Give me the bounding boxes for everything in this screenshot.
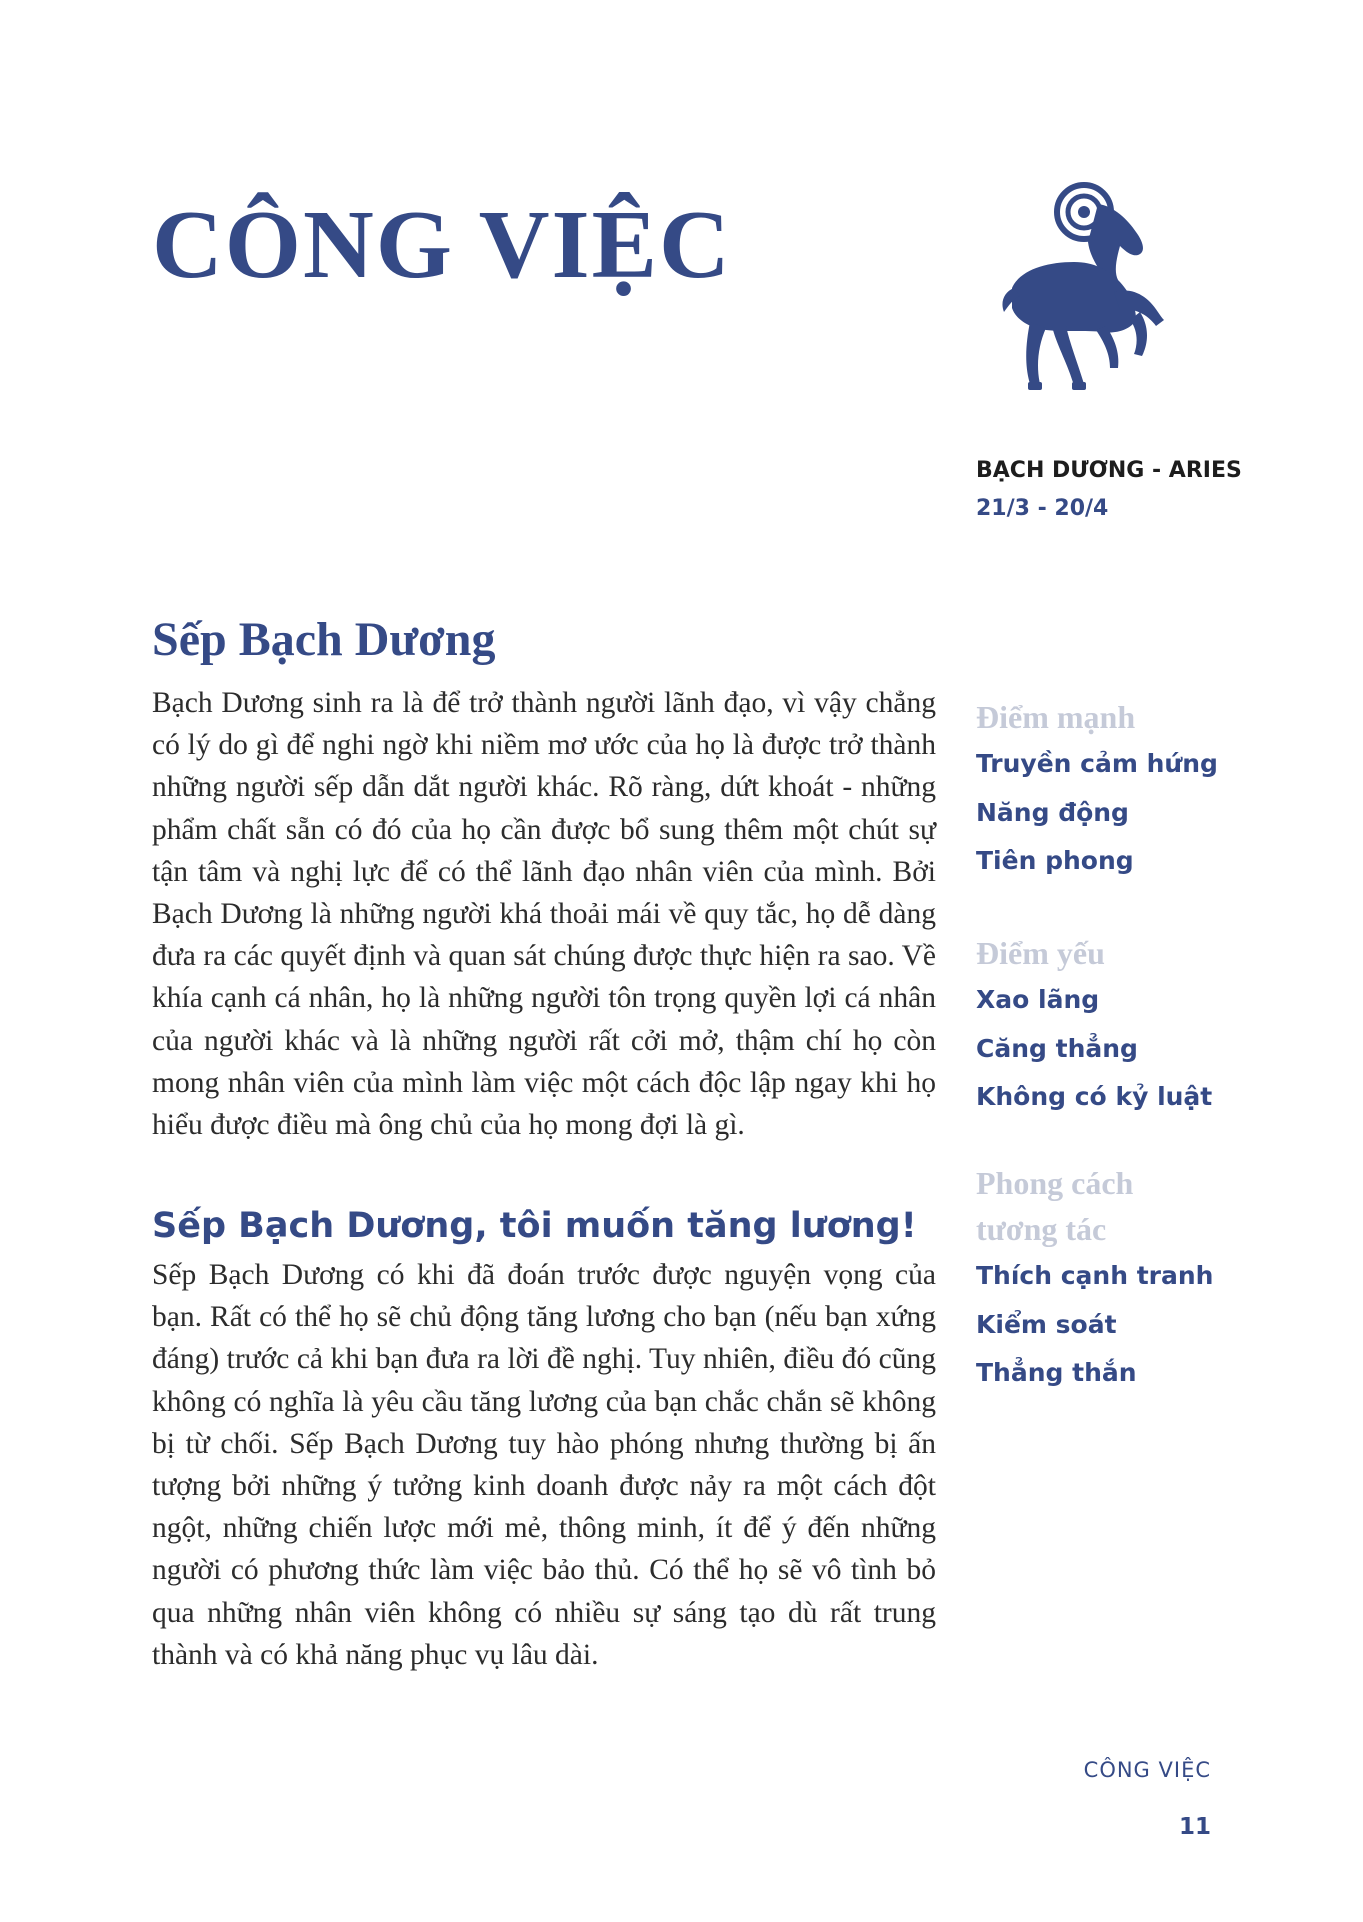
strength-item: Tiên phong xyxy=(976,846,1134,875)
zodiac-sign-dates: 21/3 - 20/4 xyxy=(976,496,1109,521)
weakness-item: Căng thẳng xyxy=(976,1033,1138,1063)
zodiac-sign-name: BẠCH DƯƠNG - ARIES xyxy=(976,458,1242,483)
interaction-style-item: Kiểm soát xyxy=(976,1309,1117,1339)
interaction-style-item: Thích cạnh tranh xyxy=(976,1261,1214,1290)
weaknesses-heading: Điểm yếu xyxy=(976,935,1105,971)
weakness-item: Xao lãng xyxy=(976,985,1100,1014)
footer-section-label: CÔNG VIỆC xyxy=(1083,1758,1211,1782)
ram-icon xyxy=(990,180,1190,400)
page-number: 11 xyxy=(1178,1814,1211,1840)
interaction-style-item: Thẳng thắn xyxy=(976,1358,1137,1387)
weakness-item: Không có kỷ luật xyxy=(976,1082,1213,1111)
weaknesses-block xyxy=(976,930,1236,1122)
body-paragraph-1: Bạch Dương sinh ra là để trở thành người lãnh đạo, vì vậy chẳng có lý do gì để nghi ngờ khi niềm mơ ước của họ là được trở thành những người sếp dẫn dắt người khác. Rõ ràng, dứt khoát - những phẩm chất sẵn có đó của họ cần được bổ sung thêm một chút sự tận tâm và nghị lực để có thể lãnh đạo nhân viên của mình. Bởi Bạch Dương là những người khá thoải mái về quy tắc, họ dễ dàng đưa ra các quyết định và quan sát chúng được thực hiện ra sao. Về khía cạnh cá nhân, họ là những người tôn trọng quyền lợi cá nhân của người khác và là những người rất cởi mở, thậm chí họ còn mong nhân viên của mình làm việc một cách độc lập ngay khi họ hiểu được điều mà ông chủ của họ mong đợi là gì. xyxy=(152,687,936,1142)
interaction-style-block xyxy=(976,1160,1236,1398)
strength-item: Năng động xyxy=(976,797,1129,827)
interaction-style-heading: Phong cách xyxy=(976,1165,1134,1201)
strengths-heading: Điểm mạnh xyxy=(976,699,1136,735)
strength-item: Truyền cảm hứng xyxy=(976,749,1218,778)
body-paragraph-2: Sếp Bạch Dương có khi đã đoán trước được nguyện vọng của bạn. Rất có thể họ sẽ chủ động tăng lương cho bạn (nếu bạn xứng đáng) trước cả khi bạn đưa ra lời đề nghị. Tuy nhiên, điều đó cũng không có nghĩa là yêu cầu tăng lương của bạn chắc chắn sẽ không bị từ chối. Sếp Bạch Dương tuy hào phóng nhưng thường bị ấn tượng bởi những ý tưởng kinh doanh được nảy ra một cách đột ngột, những chiến lược mới mẻ, thông minh, ít để ý đến những người có phương thức làm việc bảo thủ. Có thể họ sẽ vô tình bỏ qua những nhân viên không có nhiều sự sáng tạo dù rất trung thành và có khả năng phục vụ lâu dài. xyxy=(152,1259,936,1671)
page-title: CÔNG VIỆC xyxy=(152,191,732,299)
section-title: Sếp Bạch Dương xyxy=(152,613,496,666)
interaction-style-heading: tương tác xyxy=(976,1211,1107,1247)
strengths-block xyxy=(976,694,1236,886)
subsection-title: Sếp Bạch Dương, tôi muốn tăng lương! xyxy=(152,1206,917,1246)
